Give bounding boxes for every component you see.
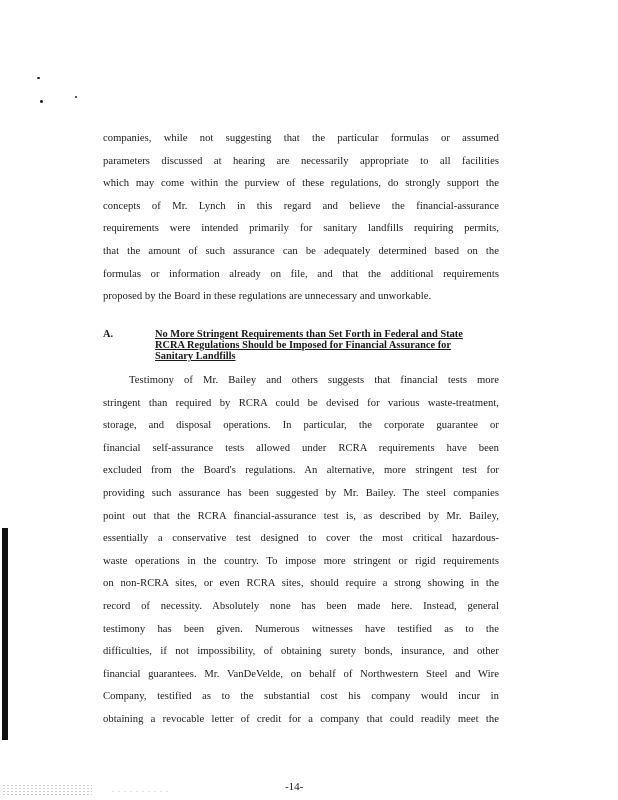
scan-speck (40, 100, 43, 103)
page-number: -14- (285, 781, 304, 793)
section-title-line: Sanitary Landfills (155, 351, 236, 362)
text-line: providing such assurance has been suggested by Mr. Bailey. The steel companies (103, 487, 499, 499)
scan-noise (110, 790, 170, 794)
text-line: that the amount of such assurance can be adequately determined based on the (103, 245, 499, 257)
section-title-line: No More Stringent Requirements than Set Forth in Federal and State (155, 329, 463, 340)
section-title-line: RCRA Regulations Should be Imposed for Financial Assurance for (155, 340, 451, 351)
text-line: concepts of Mr. Lynch in this regard and believe the financial-assurance (103, 200, 499, 212)
text-line: essentially a conservative test designed to cover the most critical hazardous- (103, 533, 499, 545)
text-line: stringent than required by RCRA could be devised for various waste-treatment, (103, 397, 499, 409)
text-line: on non-RCRA sites, or even RCRA sites, should require a strong showing in the (103, 578, 499, 590)
text-line: formulas or information already on file, and that the additional requirements (103, 268, 499, 280)
text-line: obtaining a revocable letter of credit for a company that could readily meet the (103, 713, 499, 725)
text-line: companies, while not suggesting that the particular formulas or assumed (103, 133, 499, 144)
text-line: Testimony of Mr. Bailey and others suggests that financial tests more (129, 375, 499, 386)
text-line: Company, testified as to the substantial cost his company would incur in (103, 691, 499, 703)
section-title (155, 329, 505, 362)
scan-speck (75, 96, 77, 98)
paragraph-continued (103, 128, 499, 309)
text-line: parameters discussed at hearing are necessarily appropriate to all facilities (103, 155, 499, 167)
text-line: excluded from the Board's regulations. An alternative, more stringent test for (103, 465, 499, 477)
text-line: proposed by the Board in these regulations are unnecessary and unworkable. (103, 291, 432, 303)
text-line: which may come within the purview of these regulations, do strongly support the (103, 178, 499, 190)
text-line: requirements were intended primarily for sanitary landfills requiring permits, (103, 223, 499, 235)
text-line: record of necessity. Absolutely none has been made here. Instead, general (103, 600, 499, 612)
text-line: storage, and disposal operations. In particular, the corporate guarantee or (103, 420, 499, 432)
text-line: waste operations in the country. To impose more stringent or rigid requirements (103, 555, 499, 567)
scan-edge-bar (2, 528, 8, 740)
text-line: testimony has been given. Numerous witnesses have testified as to the (103, 623, 499, 635)
scan-noise (2, 784, 92, 796)
text-line: financial guarantees. Mr. VanDeVelde, on behalf of Northwestern Steel and Wire (103, 668, 499, 680)
paragraph-section-a (103, 370, 499, 732)
section-letter: A. (103, 329, 114, 340)
text-line: financial self-assurance tests allowed under RCRA requirements have been (103, 442, 499, 454)
scan-speck (37, 77, 40, 79)
text-line: point out that the RCRA financial-assurance test is, as described by Mr. Bailey, (103, 510, 499, 522)
text-line: difficulties, if not impossibility, of obtaining surety bonds, insurance, and other (103, 646, 499, 658)
